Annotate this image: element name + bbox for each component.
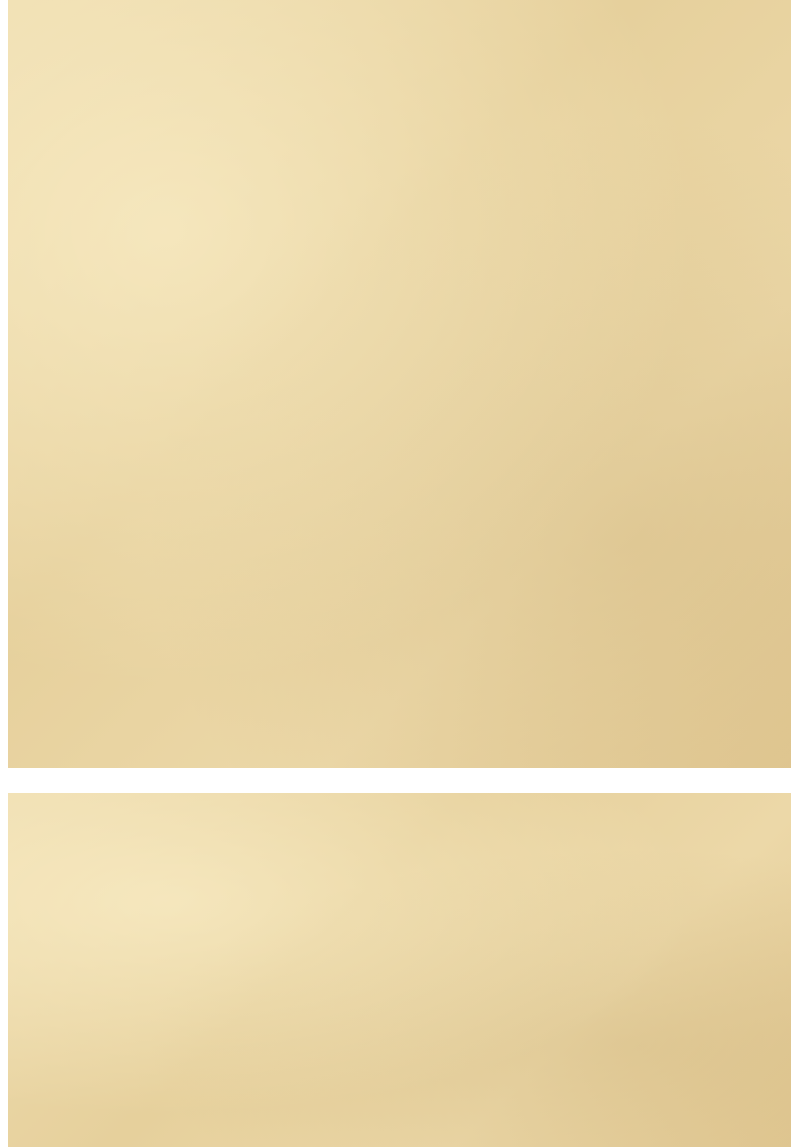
- menu-panel-vegetarian-entrees: [8, 793, 791, 1147]
- menu-panel-appetizers-soups: [8, 0, 791, 768]
